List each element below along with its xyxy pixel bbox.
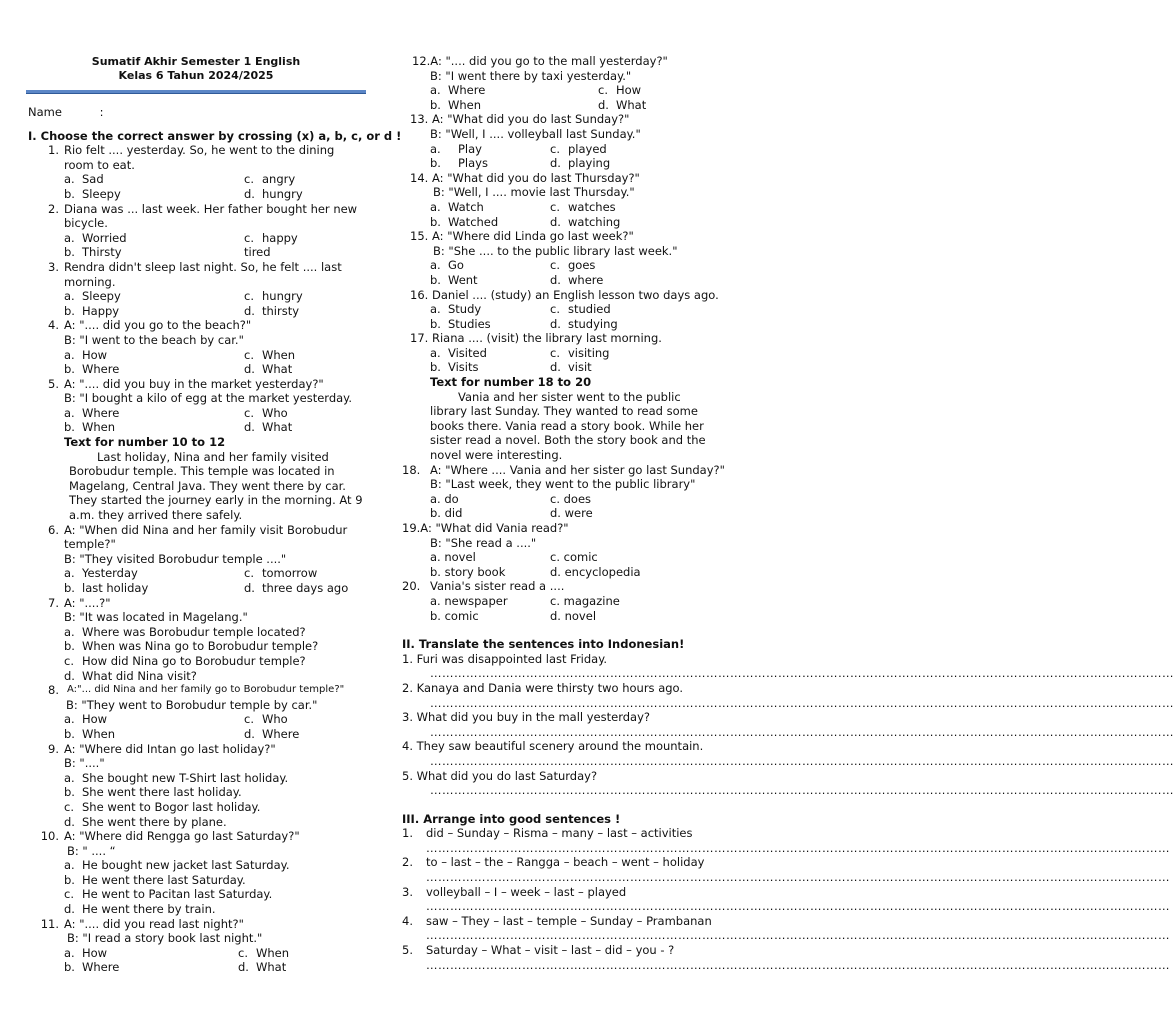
question-number: 16. — [410, 287, 429, 302]
answer-blank[interactable]: …………………………………………………………………………………………………………………………………………………………………… — [426, 899, 1170, 914]
question-text: A: "What did Vania read?" — [420, 521, 569, 535]
page-title: Sumatif Akhir Semester 1 English — [91, 55, 301, 68]
option-d[interactable]: d. She went there by plane. — [64, 814, 227, 829]
question-text: A: ".... did you go to the mall yesterday?" — [430, 54, 668, 68]
translate-item-3: 3. What did you buy in the mall yesterday? …………………………………………………………………………………………………………………………………………………………………… — [402, 710, 1174, 739]
question-text: A: ".... did you read last night?" — [64, 916, 244, 931]
question-number: 3. — [48, 259, 59, 274]
name-label: Name — [28, 105, 62, 119]
question-text: Rio felt .... yesterday. So, he went to the dining room to eat. — [64, 143, 335, 172]
answer-blank[interactable]: …………………………………………………………………………………………………………………………………………………………………… — [430, 724, 1174, 739]
section2-title: II. Translate the sentences into Indonesian! — [402, 637, 685, 652]
answer-blank[interactable]: …………………………………………………………………………………………………………………………………………………………………… — [430, 783, 1174, 798]
left-column — [26, 0, 402, 975]
option-d[interactable]: d. encyclopedia — [550, 564, 641, 579]
option-c[interactable]: c. angry — [244, 172, 296, 187]
answer-blank[interactable]: …………………………………………………………………………………………………………………………………………………………………… — [430, 753, 1174, 768]
option-b[interactable]: b. Plays — [430, 156, 488, 171]
option-b[interactable]: b. comic — [430, 608, 479, 623]
translate-item-4: 4. They saw beautiful scenery around the mountain. …………………………………………………………………………………………………………………………………………………………………… — [402, 739, 1174, 768]
option-c[interactable]: c. played — [550, 141, 607, 156]
question-text: A:"... did Nina and her family go to Borobudur temple?" — [67, 684, 345, 696]
option-c[interactable]: c. When — [244, 347, 296, 362]
question-18 — [400, 463, 740, 521]
question-number: 5. — [48, 376, 59, 391]
question-17 — [400, 331, 740, 375]
option-c[interactable]: c. visiting — [550, 345, 610, 360]
option-a[interactable]: a. do — [430, 491, 459, 506]
answer-line: B: "Well, I .... volleyball last Sunday." — [430, 126, 641, 141]
option-c[interactable]: c. hungry — [244, 289, 303, 304]
answer-line: B: "I went to the beach by car." — [64, 332, 244, 347]
translate-item-5: 5. What did you do last Saturday? …………………………………………………………………………………………………………………………………………………………………… — [402, 768, 1174, 798]
question-13 — [400, 112, 740, 170]
option-a[interactable]: a. She bought new T-Shirt last holiday. — [64, 770, 289, 785]
option-d[interactable]: d. visit — [550, 360, 592, 375]
question-text: A: "Where did Intan go last holiday?" — [64, 741, 276, 756]
answer-blank[interactable]: …………………………………………………………………………………………………………………………………………………………………… — [426, 928, 1170, 943]
option-d[interactable]: d. watching — [550, 214, 621, 229]
arrange-item-5: 5. Saturday – What – visit – last – did – you - ? …………………………………………………………………………………………………………………………………………………………………… — [402, 943, 1170, 972]
answer-line: B: "I read a story book last night." — [67, 931, 263, 946]
question-7 — [26, 596, 366, 684]
option-a[interactable]: a. Worried — [64, 230, 127, 245]
reading-passage-10-12 — [26, 435, 366, 523]
question-5 — [26, 377, 366, 435]
option-b[interactable]: b. When was Nina go to Borobudur temple? — [64, 639, 319, 654]
question-12 — [400, 54, 740, 112]
page-subtitle: Kelas 6 Tahun 2024/2025 — [118, 69, 274, 82]
option-a[interactable]: a. Where — [64, 405, 120, 420]
question-number: 19. — [402, 521, 421, 535]
option-c[interactable]: c. does — [550, 491, 592, 506]
option-c[interactable]: c. How — [598, 83, 642, 98]
question-text: Riana .... (visit) the library last morning. — [432, 331, 662, 346]
section3-title: III. Arrange into good sentences ! — [402, 811, 621, 826]
passage-body: Last holiday, Nina and her family visited Borobudur temple. This temple was located in Magelang, Central Java. They went there by car. They started the journey early in the morning. At 9 a.m. they arrived there safely. — [69, 449, 363, 523]
option-a[interactable]: a. Where — [430, 83, 486, 98]
answer-blank[interactable]: …………………………………………………………………………………………………………………………………………………………………… — [430, 695, 1174, 710]
question-text: A: "Where .... Vania and her sister go last Sunday?" — [430, 462, 725, 477]
option-c[interactable]: c. watches — [550, 199, 616, 214]
question-number: 10. — [40, 829, 59, 844]
option-c[interactable]: c. How did Nina go to Borobudur temple? — [64, 653, 306, 668]
answer-line: B: "They visited Borobudur temple ...." — [64, 551, 287, 566]
option-c[interactable]: c. comic — [550, 550, 598, 565]
answer-line: B: "She read a ...." — [430, 535, 537, 550]
option-b[interactable]: b. did — [430, 506, 463, 521]
question-20 — [400, 579, 740, 623]
section-arrange — [400, 811, 1170, 973]
option-a[interactable]: a. Watch — [430, 199, 484, 214]
option-a[interactable]: a. Yesterday — [64, 566, 138, 581]
answer-line: B: "Last week, they went to the public library" — [430, 477, 696, 492]
question-number: 14. — [410, 170, 429, 185]
option-d[interactable]: d. What — [244, 420, 293, 435]
answer-line: B: "I went there by taxi yesterday." — [430, 68, 632, 83]
option-c[interactable]: c. Who — [244, 405, 288, 420]
option-b[interactable]: b. Where — [64, 960, 120, 975]
question-number: 1. — [48, 143, 59, 158]
option-c[interactable]: c. She went to Bogor last holiday. — [64, 799, 261, 814]
question-number: 17. — [410, 331, 429, 346]
option-d[interactable]: d. where — [550, 272, 604, 287]
question-number: 13. — [410, 112, 429, 127]
question-text: A: "What did you do last Thursday?" — [432, 170, 640, 185]
option-b[interactable]: b. Visits — [430, 360, 479, 375]
option-b[interactable]: b. Where — [64, 362, 120, 377]
question-text: A: "When did Nina and her family visit Borobudur temple?" — [64, 522, 348, 552]
option-b[interactable]: b. When — [64, 726, 116, 741]
question-15 — [400, 229, 740, 287]
answer-blank[interactable]: …………………………………………………………………………………………………………………………………………………………………… — [426, 870, 1170, 885]
option-d[interactable]: d. What did Nina visit? — [64, 668, 197, 683]
answer-line: B: "She .... to the public library last week." — [433, 243, 678, 258]
option-c[interactable]: c. goes — [550, 258, 596, 273]
answer-line: B: " .... “ — [67, 843, 116, 858]
option-a[interactable]: a. How — [64, 347, 108, 362]
name-field — [26, 105, 366, 120]
option-a[interactable]: a. How — [64, 712, 108, 727]
question-text: Vania's sister read a .... — [430, 579, 565, 594]
answer-blank[interactable]: …………………………………………………………………………………………………………………………………………………………………… — [426, 957, 1170, 972]
question-6 — [26, 523, 366, 596]
option-d[interactable]: d. What — [598, 97, 647, 112]
option-d[interactable]: d. studying — [550, 316, 618, 331]
question-text: A: ".... did you buy in the market yesterday?" — [64, 376, 324, 391]
option-d[interactable]: d. What — [238, 960, 287, 975]
option-d[interactable]: d. Where — [244, 726, 300, 741]
question-text: A: "....?" — [64, 595, 111, 610]
question-text: Rendra didn't sleep last night. So, he felt .... last morning. — [64, 259, 342, 289]
question-10 — [26, 829, 366, 917]
option-d[interactable]: d. novel — [550, 608, 597, 623]
question-8 — [26, 683, 366, 741]
option-a[interactable]: a. Go — [430, 258, 464, 273]
answer-line: B: "They went to Borobudur temple by car." — [66, 697, 318, 712]
section1-title: I. Choose the correct answer by crossing (x) a, b, c, or d ! — [28, 128, 402, 143]
question-number: 9. — [48, 741, 59, 756]
answer-line: B: "Well, I .... movie last Thursday." — [433, 185, 635, 200]
question-number: 8. — [48, 683, 59, 698]
option-a[interactable]: a. How — [64, 945, 108, 960]
option-a[interactable]: a. Sad — [64, 172, 104, 187]
option-b[interactable]: b. She went there last holiday. — [64, 785, 242, 800]
option-d[interactable]: d. were — [550, 506, 593, 521]
question-number: 4. — [48, 318, 59, 333]
question-number: 12. — [412, 54, 431, 68]
question-text: A: "Where did Rengga go last Saturday?" — [64, 829, 300, 844]
option-c[interactable]: c. magazine — [550, 593, 620, 608]
question-3 — [26, 260, 366, 318]
option-b[interactable]: b. last holiday — [64, 581, 149, 595]
question-11 — [26, 917, 366, 975]
option-b[interactable]: b. When — [64, 420, 116, 435]
option-a[interactable]: a. newspaper — [430, 593, 508, 608]
question-text: A: "Where did Linda go last week?" — [432, 229, 634, 244]
arrange-item-3: 3. volleyball – I – week – last – played …………………………………………………………………………………………………………………………………………………………………… — [402, 884, 1170, 914]
question-16 — [400, 288, 740, 332]
translate-item-1: 1. Furi was disappointed last Friday. …………………………………………………………………………………………………………………………………………………………………… — [402, 651, 1174, 681]
option-b[interactable]: b. Thirsty — [64, 245, 122, 260]
option-d[interactable]: d. What — [244, 362, 293, 377]
section-translate — [400, 637, 1174, 798]
option-c[interactable]: c. studied — [550, 302, 611, 317]
question-text: Diana was ... last week. Her father bought her new bicycle. — [64, 201, 358, 231]
option-d[interactable]: d. thirsty — [244, 303, 300, 318]
question-1 — [26, 143, 366, 201]
question-number: 2. — [48, 201, 59, 216]
question-text: Daniel .... (study) an English lesson two days ago. — [432, 287, 719, 302]
question-19 — [400, 521, 740, 579]
option-c[interactable]: c. happy — [244, 230, 298, 245]
option-b[interactable]: b. Studies — [430, 316, 491, 331]
question-9 — [26, 742, 366, 830]
option-b[interactable]: b. Watched — [430, 214, 499, 229]
question-14 — [400, 171, 740, 229]
translate-item-2: 2. Kanaya and Dania were thirsty two hours ago. …………………………………………………………………………………………………………………………………………………………………… — [402, 680, 1174, 710]
option-b[interactable]: b. Went — [430, 272, 478, 287]
option-b[interactable]: b. Happy — [64, 303, 120, 318]
option-b[interactable]: b. When — [430, 97, 482, 112]
arrange-item-2: 2. to – last – the – Rangga – beach – went – holiday …………………………………………………………………………………………………………………………………………………………………… — [402, 855, 1170, 885]
option-d[interactable]: d. hungry — [244, 186, 303, 201]
option-a[interactable]: a. Visited — [430, 345, 487, 360]
option-a[interactable]: a. Play — [430, 141, 482, 156]
option-b[interactable]: b. Sleepy — [64, 186, 121, 201]
option-a[interactable]: a. novel — [430, 550, 476, 565]
option-a[interactable]: a. Sleepy — [64, 289, 121, 304]
option-a[interactable]: a. Study — [430, 302, 482, 317]
question-number: 15. — [410, 229, 429, 244]
option-d[interactable]: d. three days ago — [244, 581, 349, 595]
passage-title: Text for number 18 to 20 — [430, 375, 592, 390]
option-a[interactable]: a. Where was Borobudur temple located? — [64, 624, 306, 639]
option-b[interactable]: b. He went there last Saturday. — [64, 872, 246, 887]
option-d[interactable]: tired — [244, 245, 271, 260]
question-number: 18. — [402, 462, 421, 477]
passage-body: Vania and her sister went to the public library last Sunday. They wanted to read some books there. Vania read a story book. While her sister read a novel. Both the story book and the novel were interesting. — [430, 389, 706, 463]
arrange-item-1: 1. did – Sunday – Risma – many – last – activities …………………………………………………………………………………………………………………………………………………………………… — [402, 826, 1170, 855]
option-c[interactable]: c. When — [238, 945, 290, 960]
answer-blank[interactable]: …………………………………………………………………………………………………………………………………………………………………… — [430, 666, 1174, 681]
answer-line: B: "It was located in Magelang." — [64, 610, 248, 625]
name-colon: : — [99, 105, 104, 119]
question-number: 6. — [48, 522, 59, 537]
option-c[interactable]: c. tomorrow — [244, 566, 318, 581]
question-number: 7. — [48, 595, 59, 610]
option-d[interactable]: d. He went there by train. — [64, 902, 216, 917]
question-number: 11. — [40, 916, 59, 931]
option-b[interactable]: b. story book — [430, 564, 506, 579]
option-c[interactable]: c. Who — [244, 712, 288, 727]
option-c[interactable]: c. He went to Pacitan last Saturday. — [64, 887, 273, 902]
question-text: A: "What did you do last Sunday?" — [432, 112, 630, 127]
passage-title: Text for number 10 to 12 — [64, 435, 226, 450]
answer-line: B: "...." — [64, 756, 105, 771]
option-a[interactable]: a. He bought new jacket last Saturday. — [64, 858, 290, 873]
answer-line: B: "I bought a kilo of egg at the market yesterday. — [64, 391, 353, 406]
right-column — [400, 54, 1174, 972]
question-text: A: ".... did you go to the beach?" — [64, 318, 252, 333]
question-2 — [26, 202, 366, 260]
reading-passage-18-20 — [400, 375, 720, 463]
question-number: 20. — [402, 579, 421, 594]
question-4 — [26, 318, 366, 376]
answer-blank[interactable]: …………………………………………………………………………………………………………………………………………………………………… — [426, 840, 1170, 855]
arrange-item-4: 4. saw – They – last – temple – Sunday – Prambanan …………………………………………………………………………………………………………………………………………………………………… — [402, 913, 1170, 943]
option-d[interactable]: d. playing — [550, 156, 611, 171]
